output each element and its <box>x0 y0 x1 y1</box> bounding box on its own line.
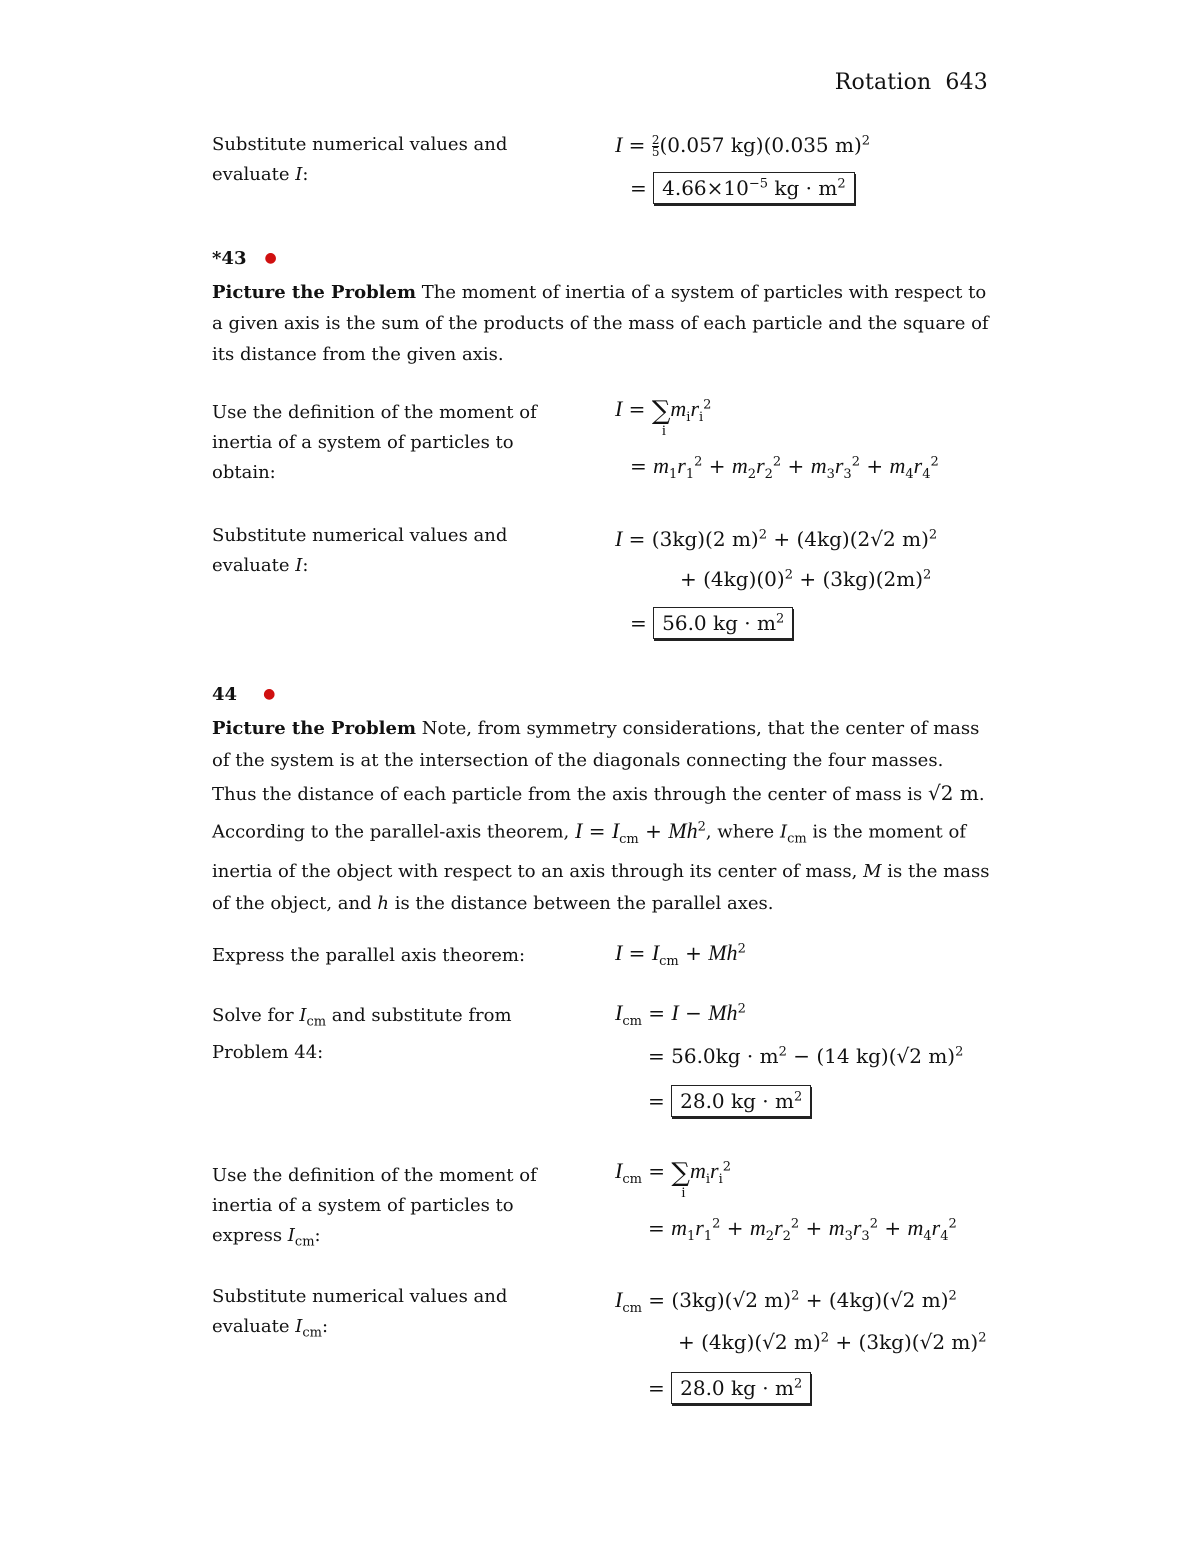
page-header <box>835 70 988 95</box>
p43-step1-eq-a: I = ∑ i $m_ir_i^2$ <box>615 396 712 439</box>
page-number: 643 <box>945 70 988 95</box>
problem-43-intro: Picture the Problem The moment of inertia of a system of particles with respect to a given axis is the sum of the products of the mass of each particle and the square of its distance from the given axis. <box>212 282 989 365</box>
p43-step2-eq-b: + $(4kg)(0)^2 + (3kg)(2m)^2$ <box>680 567 932 591</box>
answer-box: 56.0 kg · $m^2$ <box>653 607 793 639</box>
difficulty-dot-icon: ● <box>264 250 277 266</box>
p44-step2-eq-a: $I_{cm} = I - Mh^2$ <box>615 1000 746 1029</box>
p44-step3-eq-b: = $m_1r_1^2 + m_2r_2^2 + m_3r_3^2 + m_4r_4^2$ <box>648 1215 957 1244</box>
p43-step2-eq-a: I = (3kg)(2 m)$^2$ + (4kg)(2√2 m)$^2$ <box>615 526 938 551</box>
answer-box: 28.0 kg · $m^2$ <box>671 1085 811 1117</box>
p44-step4-label: Substitute numerical values and evaluate $I_{cm}$: <box>212 1286 508 1341</box>
p43-step2-label: Substitute numerical values and evaluate I: <box>212 525 508 576</box>
chapter-title: Rotation <box>834 70 932 95</box>
answer-box: $4.66\times 10^{-5}$ kg · $m^2$ <box>653 172 855 204</box>
p43-answer: = 56.0 kg · $m^2$ <box>630 607 793 639</box>
top-equation: I = $\frac{2}{5}$ (0.057 kg)(0.035 m)$^2$ <box>615 132 871 159</box>
p44-answer-2: = 28.0 kg · $m^2$ <box>648 1372 811 1404</box>
problem-44-number: 44 ● <box>212 684 276 705</box>
p44-step4-eq-b: + (4kg)(√2 m)$^2$ + (3kg)(√2 m)$^2$ <box>678 1330 987 1354</box>
p44-step1-label: Express the parallel axis theorem: <box>212 945 526 966</box>
difficulty-dot-icon: ● <box>263 686 276 702</box>
p44-step2-label: Solve for $I_{cm}$ and substitute from Problem 44: <box>212 1005 512 1063</box>
answer-box: 28.0 kg · $m^2$ <box>671 1372 811 1404</box>
p44-step1-eq: $I = I_{cm} + Mh^2$ <box>615 940 746 969</box>
p44-step3-eq-a: $I_{cm}$ = ∑ i $m_ir_i^2$ <box>615 1158 732 1201</box>
p43-step1-eq-b: = $m_1r_1^2 + m_2r_2^2 + m_3r_3^2 + m_4r_4^2$ <box>630 453 939 482</box>
p44-step2-eq-b: = $56.0kg \cdot m^2 - (14$ kg)(√2 m)$^2$ <box>648 1044 964 1068</box>
p44-step4-eq-a: $I_{cm} = (3kg)(√2$ m)$^2$ + (4kg)(√2 m)$^2$ <box>615 1287 957 1316</box>
top-step-label: Substitute numerical values and evaluate I: <box>212 134 508 185</box>
problem-44-intro: Picture the Problem Note, from symmetry considerations, that the center of mass of the system is at the intersection of the diagonals connecting the four masses. Thus the distance of each particle from the axis through the center of mass is √2 m. According to the parallel-axis theorem, $I = I_{cm} + Mh^2$, where $I_{cm}$ is the moment of inertia of the object with respect to an axis through its center of mass, M is the mass of the object, and h is the distance between the parallel axes. <box>212 718 990 914</box>
p44-answer-1: = 28.0 kg · $m^2$ <box>648 1085 811 1117</box>
p43-step1-label: Use the definition of the moment of inertia of a system of particles to obtain: <box>212 402 537 483</box>
p44-step3-label: Use the definition of the moment of inertia of a system of particles to express $I_{cm}$: <box>212 1165 537 1250</box>
top-answer: = $4.66\times 10^{-5}$ kg · $m^2$ <box>630 172 855 204</box>
problem-43-number: *43 ● <box>212 248 277 269</box>
